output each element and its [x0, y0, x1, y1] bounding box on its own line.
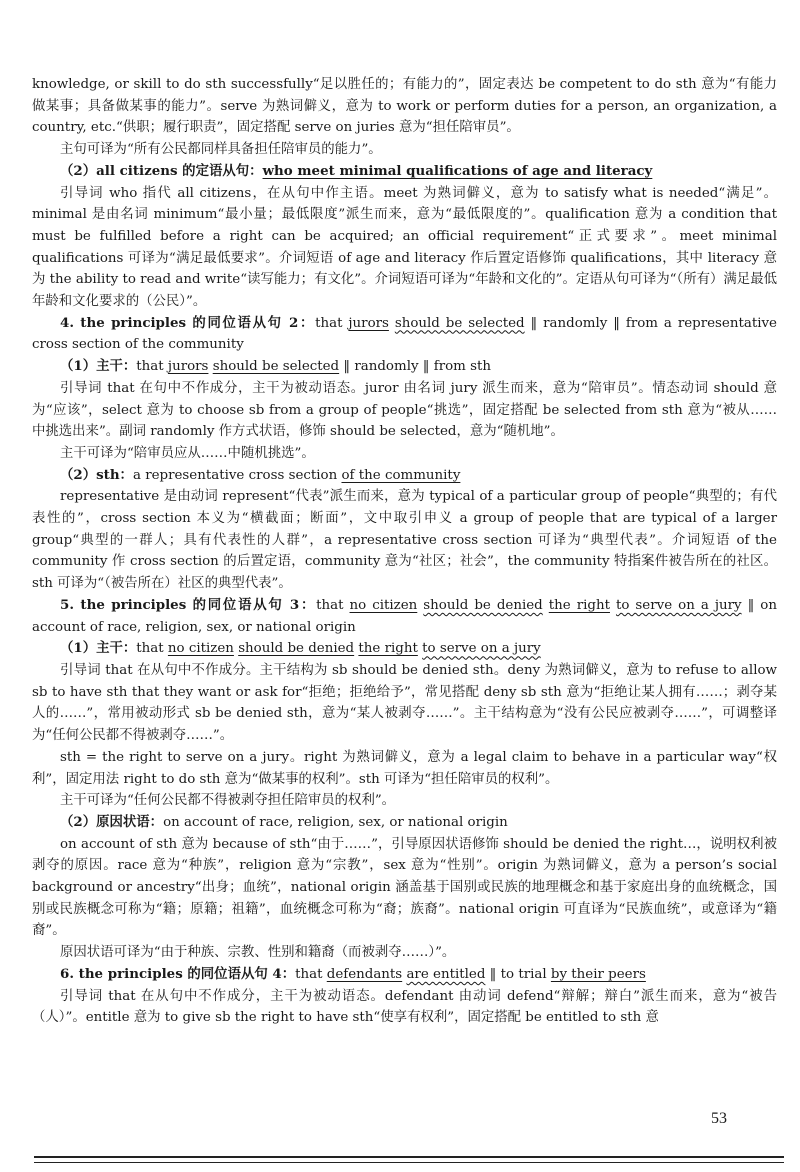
text-run: （2）原因状语：	[60, 813, 164, 830]
paragraph	[32, 747, 777, 790]
underlined-phrase: defendants	[326, 966, 403, 982]
text-run: 原因状语可译为“由于种族、宗教、性别和籍裔（而被剥夺……）”。	[60, 945, 456, 961]
text-run: that	[316, 597, 350, 613]
text-run: that	[315, 315, 349, 331]
paragraph	[32, 790, 777, 812]
text-run: ‖ randomly ‖ from sth	[339, 359, 491, 375]
text-run: knowledge, or skill to do sth successfully“足以胜任的；有能力的”，固定表达 be competent to do sth 意为“有能力做某事；具备做某事的能力”。serve 为熟词僻义，意为 to work or perform duties for a person, an organization, a country, etc.“供职；履行职责”，固定搭配 serve on juries 意为“担任陪审员”。	[32, 77, 777, 136]
text-run: that	[136, 359, 168, 375]
paragraph	[32, 986, 777, 1029]
underlined-phrase: should be denied	[238, 641, 355, 657]
text-run: 6. the principles 的同位语从句 4：	[60, 965, 296, 982]
section-heading	[32, 595, 777, 638]
text-run: sth = the right to serve on a jury。right 为熟词僻义，意为 a legal claim to behave in a particular way“权利”，固定用法 right to do sth 意为“做某事的权利”。sth 可译为“担任陪审员的权利”。	[32, 749, 777, 787]
text-run: 4. the principles 的同位语从句 2：	[60, 314, 316, 331]
text-run: on account of sth 意为 because of sth“由于……”，引导原因状语修饰 should be denied the right…，说明权利被剥夺的原因。race 意为“种族”，religion 意为“宗教”，sex 意为“性别”。origin 为熟词僻义，意为 a person’s social background or ancestry“出身；血统”，national origin 涵盖基于国别或民族的地理概念和基于家庭出身的血统概念，国别或民族概念可称为“籍；原籍；祖籍”，血统概念可称为“裔；族裔”。national origin 可直译为“民族血统”，或意译为“籍裔”。	[32, 836, 777, 939]
text-run: 引导词 that 在句中不作成分，主干为被动语态。juror 由名词 jury 派生而来，意为“陪审员”。情态动词 should 意为“应该”，select 意为 to choose sb from a group of people“挑选”，固定搭配 be selected from sth 意为“被从…… 中挑选出来”。副词 randomly 作方式状语，修饰 should be selected，意为“随机地”。	[32, 380, 777, 440]
section-heading	[32, 964, 777, 986]
paragraph	[32, 834, 777, 943]
text-run: （1）主干：	[60, 358, 137, 375]
underlined-phrase: to serve on a jury	[422, 641, 541, 657]
text-run: 引导词 who 指代 all citizens，在从句中作主语。meet 为熟词僻义，意为 to satisfy what is needed“满足”。minimal 是由名词 minimum“最小量；最低限度”派生而来，意为“最低限度的”。qualification 意为 a condition that must be fulfilled before a right can be acquired; an official requirement“正式要求”。meet minimal qualifications 可译为“满足最低要求”。介词短语 of age and literacy 作后置定语修饰 qualifications，其中 literacy 意为 the ability to read and write“读写能力；有文化”。介词短语可译为“年龄和文化的”。定语从句可译为“（所有）满足最低年龄和文化要求的（公民）”。	[32, 185, 777, 310]
underlined-phrase: should be selected	[394, 315, 525, 331]
section-heading	[32, 812, 777, 834]
paragraph	[32, 139, 777, 161]
underlined-phrase: jurors	[167, 359, 209, 375]
paragraph	[32, 183, 777, 313]
underlined-phrase: who meet minimal qualifications of age and literacy	[262, 162, 653, 179]
text-run: 主干可译为“任何公民都不得被剥夺担任陪审员的权利”。	[60, 793, 396, 809]
section-heading	[32, 161, 777, 183]
text-run: ‖ to trial	[485, 966, 551, 982]
underlined-phrase: are entitled	[406, 966, 486, 982]
section-heading	[32, 356, 777, 378]
body-text	[32, 74, 777, 1029]
text-run: （2）all citizens 的定语从句：	[60, 162, 263, 179]
text-run: ‖ on account of race, religion, sex, or national origin	[32, 597, 777, 635]
paragraph	[32, 443, 777, 465]
text-run: 5. the principles 的同位语从句 3：	[60, 596, 317, 613]
text-run: （2）sth：	[60, 466, 133, 483]
text-run: （1）主干：	[60, 640, 137, 657]
text-run: 主句可译为“所有公民都同样具备担任陪审员的能力”。	[60, 142, 382, 158]
text-run: 引导词 that 在从句中不作成分，主干为被动语态。defendant 由动词 defend“辩解；辩白”派生而来，意为“被告（人）”。entitle 意为 to give sb the right to have sth“使享有权利”，固定搭配 be entitled to sth 意	[32, 988, 777, 1026]
paragraph	[32, 942, 777, 964]
text-run: that	[295, 966, 327, 982]
underlined-phrase: by their peers	[550, 966, 646, 982]
paragraph	[32, 378, 777, 443]
section-heading	[32, 638, 777, 660]
underlined-phrase: of the community	[341, 467, 461, 483]
footer-rule-thin	[34, 1162, 784, 1163]
underlined-phrase: the right	[358, 641, 418, 657]
text-run: that	[136, 641, 168, 657]
page-number: 53	[711, 1110, 727, 1127]
text-run: 引导词 that 在从句中不作成分。主干结构为 sb should be denied sth。deny 为熟词僻义，意为 to refuse to allow sb to have sth that they want or ask for“拒绝；拒绝给予”，常见搭配 deny sb sth 意为“拒绝让某人拥有……；剥夺某人的……”，常用被动形式 sb be denied sth，意为“某人被剥夺……”。主干结构意为“没有公民应被剥夺……”，可调整译为“任何公民都不得被剥夺……”。	[32, 662, 777, 744]
footer-rule	[34, 1156, 784, 1158]
section-heading	[32, 465, 777, 487]
paragraph	[32, 660, 777, 747]
text-run: ‖ randomly ‖ from a representative cross section of the community	[32, 315, 777, 353]
underlined-phrase: should be selected	[212, 359, 340, 375]
underlined-phrase: should be denied	[423, 597, 543, 613]
text-run: representative 是由动词 represent“代表”派生而来，意为 typical of a particular group of people“典型的；有代表性的”，cross section 本义为“横截面；断面”，文中取引申义 a group of people that are typical of a larger group“典型的一群人；具有代表性的人群”，a representative cross section 可译为“典型代表”。介词短语 of the community 作 cross section 的后置定语，community 意为“社区；社会”，the community 特指案件被告所在的社区。sth 可译为“（被告所在）社区的典型代表”。	[32, 489, 777, 592]
underlined-phrase: no citizen	[167, 641, 234, 657]
paragraph	[32, 486, 777, 595]
underlined-phrase: no citizen	[349, 597, 418, 613]
paragraph	[32, 74, 777, 139]
underlined-phrase: to serve on a jury	[615, 597, 742, 613]
underlined-phrase: jurors	[348, 315, 389, 331]
text-run: on account of race, religion, sex, or national origin	[163, 814, 508, 830]
section-heading	[32, 313, 777, 356]
text-run: 主干可译为“陪审员应从……中随机挑选”。	[60, 445, 315, 461]
underlined-phrase: the right	[548, 597, 610, 613]
text-run: a representative cross section	[132, 467, 342, 483]
